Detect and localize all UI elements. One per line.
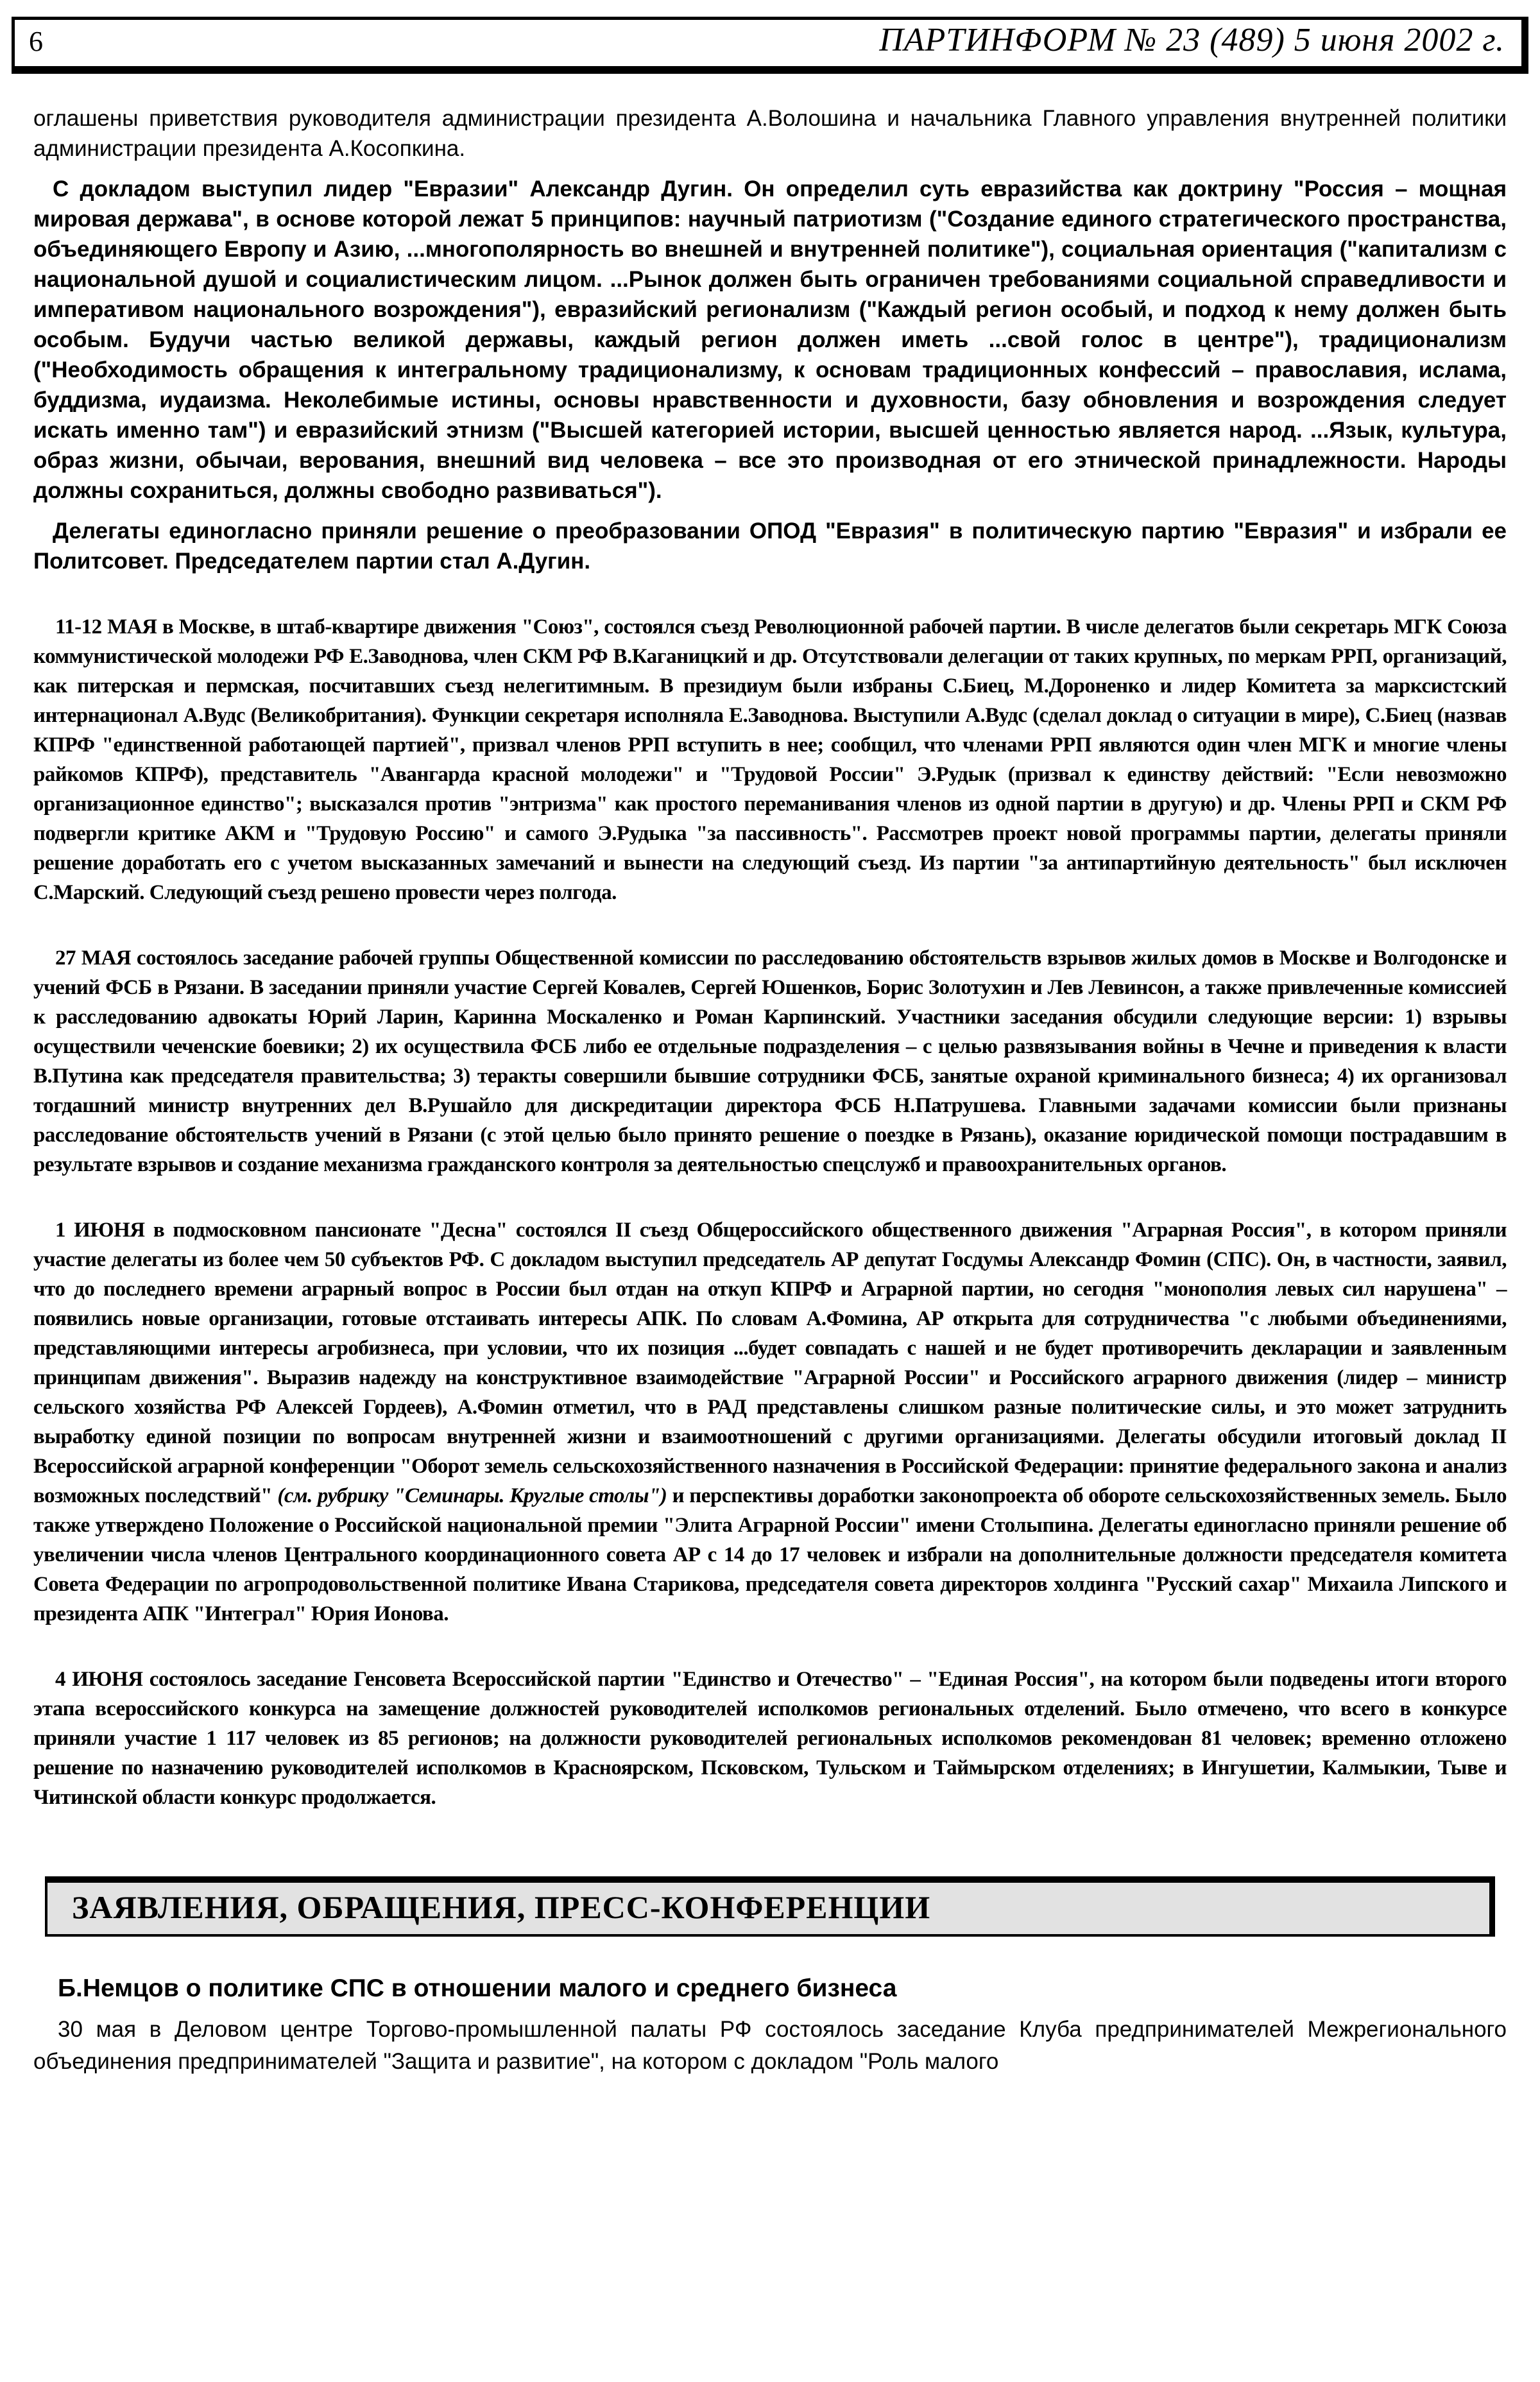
paragraph-text: 1 ИЮНЯ в подмосковном пансионате "Десна" состоялся II съезд Общероссийского общественного движения "Аграрная Россия", в котором приняли участие делегаты из более чем 50 субъектов РФ. С докладом выступил председатель АР депутат Госдумы Александр Фомин (СПС). Он, в частности, заявил, что до последнего времени аграрный вопрос в России был отдан на откуп КПРФ и Аграрной партии, но сегодня "монополия левых сил нарушена" – появились новые организации, готовые отстаивать интересы АПК. По словам А.Фомина, АР открыта для сотрудничества "с любыми объединениями, представляющими интересы агробизнеса, при условии, что их позиция ...будет совпадать с нашей и не будет противоречить декларации и заявленным принципам движения". Выразив надежду на конструктивное взаимодействие "Аграрной России" и Российского аграрного движения (лидер – министр сельского хозяйства РФ Алексей Гордеев), А.Фомин отметил, что в РАД представлены слишком разные политические силы, и это может затруднить выработку единой позиции по вопросам внутренней жизни и взаимоотношений с другими организациями. Делегаты обсудили итоговый доклад II Всероссийской аграрной конференции "Оборот земель сельскохозяйственного назначения в Российской Федерации: принятие федерального закона и анализ возможных последствий" — [33, 1219, 1507, 1507]
paragraph-text: Делегаты единогласно приняли решение о преобразовании ОПОД "Евразия" в политическую партию "Евразия" и избрали ее Политсовет. Председателем партии стал А.Дугин. — [33, 518, 1507, 574]
newsletter-title: ПАРТИНФОРМ № 23 (489) 5 июня 2002 г. — [879, 22, 1505, 58]
paragraph — [33, 612, 1507, 907]
paragraph-text: и перспективы доработки законопроекта об обороте сельскохозяйственных земель. Было также утверждено Положение о Российской национальной премии "Элита Аграрной России" имени Столыпина. Делегаты единогласно приняли решение об увеличении числа членов Центрального координационного совета АР с 14 до 17 человек и избрали на дополнительные должности председателя комитета Совета Федерации по агропродовольственной политике Ивана Старикова, председателя совета директоров холдинга "Русский сахар" Михаила Липского и президента АПК "Интеграл" Юрия Ионова. — [33, 1484, 1507, 1625]
running-head — [12, 17, 1528, 74]
paragraph — [33, 1215, 1507, 1629]
article-heading: Б.Немцов о политике СПС в отношении малого и среднего бизнеса — [58, 1975, 897, 2002]
paragraph-text: 4 ИЮНЯ состоялось заседание Генсовета Всероссийской партии "Единство и Отечество" – "Единая Россия", на котором были подведены итоги второго этапа всероссийского конкурса на замещение должностей руководителей исполкомов региональных отделений. Было отмечено, что всего в конкурсе приняли участие 1 117 человек из 85 регионов; на должности руководителей региональных исполкомов рекомендован 81 человек; временно отложено решение по назначению руководителей исполкомов в Красноярском, Псковском, Тульском и Таймырском отделениях; в Ингушетии, Калмыкии, Тыве и Читинской области конкурс продолжается. — [33, 1668, 1507, 1809]
article-opening-paragraph: 30 мая в Деловом центре Торгово-промышленной палаты РФ состоялось заседание Клуба предпринимателей Межрегионального объединения предпринимателей "Защита и развитие", на котором с докладом "Роль малого — [33, 2017, 1507, 2074]
paragraph — [33, 174, 1507, 506]
page-number: 6 — [29, 26, 43, 57]
paragraph — [33, 103, 1507, 164]
section-banner — [45, 1876, 1495, 1937]
paragraph-text: 11-12 МАЯ в Москве, в штаб-квартире движения "Союз", состоялся съезд Революционной рабочей партии. В числе делегатов были секретарь МГК Союза коммунистической молодежи РФ Е.Заводнова, член СКМ РФ В.Каганицкий и др. Отсутствовали делегации от таких крупных, по меркам РРП, организаций, как питерская и пермская, посчитавших съезд нелегитимным. В президиум были избраны С.Биец, М.Дороненко и лидер Комитета за марксистский интернационал А.Вудс (Великобритания). Функции секретаря исполняла Е.Заводнова. Выступили А.Вудс (сделал доклад о ситуации в мире), С.Биец (назвав КПРФ "единственной работающей партией", призвал членов РРП вступить в нее; сообщил, что членами РРП являются один член МГК и многие члены райкомов КПРФ), представитель "Авангарда красной молодежи" и "Трудовой России" Э.Рудык (призвал к единству действий: "Если невозможно организационное единство"; высказался против "энтризма" как простого переманивания членов из одной партии в другую) и др. Члены РРП и СКМ РФ подвергли критике АКМ и "Трудовую Россию" и самого Э.Рудыка "за пассивность". Рассмотрев проект новой программы партии, делегаты приняли решение доработать его с учетом высказанных замечаний и вынести на следующий съезд. Из партии "за антипартийную деятельность" был исключен С.Марский. Следующий съезд решено провести через полгода. — [33, 615, 1507, 904]
paragraph-text: оглашены приветствия руководителя администрации президента А.Волошина и начальника Главного управления внутренней политики администрации президента А.Косопкина. — [33, 106, 1507, 161]
section-title: ЗАЯВЛЕНИЯ, ОБРАЩЕНИЯ, ПРЕСС-КОНФЕРЕНЦИИ — [72, 1889, 931, 1925]
cross-reference: (см. рубрику "Семинары. Круглые столы") — [277, 1484, 667, 1507]
articles — [33, 103, 1507, 1812]
paragraph — [33, 1665, 1507, 1812]
page-body — [0, 103, 1540, 2078]
paragraph — [33, 943, 1507, 1179]
paragraph-text: 27 МАЯ состоялось заседание рабочей группы Общественной комиссии по расследованию обстоятельств взрывов жилых домов в Москве и Волгодонске и учений ФСБ в Рязани. В заседании приняли участие Сергей Ковалев, Сергей Юшенков, Борис Золотухин и Лев Левинсон, а также привлеченные комиссией к расследованию адвокаты Юрий Ларин, Каринна Москаленко и Роман Карпинский. Участники заседания обсудили следующие версии: 1) взрывы осуществили чеченские боевики; 2) их осуществила ФСБ либо ее отдельные подразделения – с целью развязывания войны в Чечне и приведения к власти В.Путина как председателя правительства; 3) теракты совершили бывшие сотрудники ФСБ, занятые охраной криминального бизнеса; 4) их организовал тогдашний министр внутренних дел В.Рушайло для дискредитации директора ФСБ Н.Патрушева. Главными задачами комиссии были признаны расследование обстоятельств учений в Рязани (с этой целью было принято решение о поездке в Рязань), оказание юридической помощи пострадавшим в результате взрывов и создание механизма гражданского контроля за деятельностью спецслужб и правоохранительных органов. — [33, 947, 1507, 1176]
paragraph — [33, 516, 1507, 576]
paragraph-text: С докладом выступил лидер "Евразии" Александр Дугин. Он определил суть евразийства как доктрину "Россия – мощная мировая держава", в основе которой лежат 5 принципов: научный патриотизм ("Создание единого стратегического пространства, объединяющего Европу и Азию, ...многополярность во внешней и внутренней политике"), социальная ориентация ("капитализм с национальной душой и социалистическим лицом. ...Рынок должен быть ограничен требованиями социальной справедливости и императивом национального возрождения"), евразийский регионализм ("Каждый регион особый, и подход к нему должен быть особым. Будучи частью великой державы, каждый регион должен иметь ...свой голос в центре"), традиционализм ("Необходимость обращения к интегральному традиционализму, к основам традиционных конфессий – православия, ислама, буддизма, иудаизма. Неколебимые истины, основы нравственности и духовности, базу обновления и возрождения следует искать именно там") и евразийский этнизм ("Высшей категорией истории, высшей ценностью является народ. ...Язык, культура, образ жизни, обычаи, верования, внешний вид человека – все это производная от его этнической принадлежности. Народы должны сохраниться, должны свободно развиваться"). — [33, 176, 1507, 503]
